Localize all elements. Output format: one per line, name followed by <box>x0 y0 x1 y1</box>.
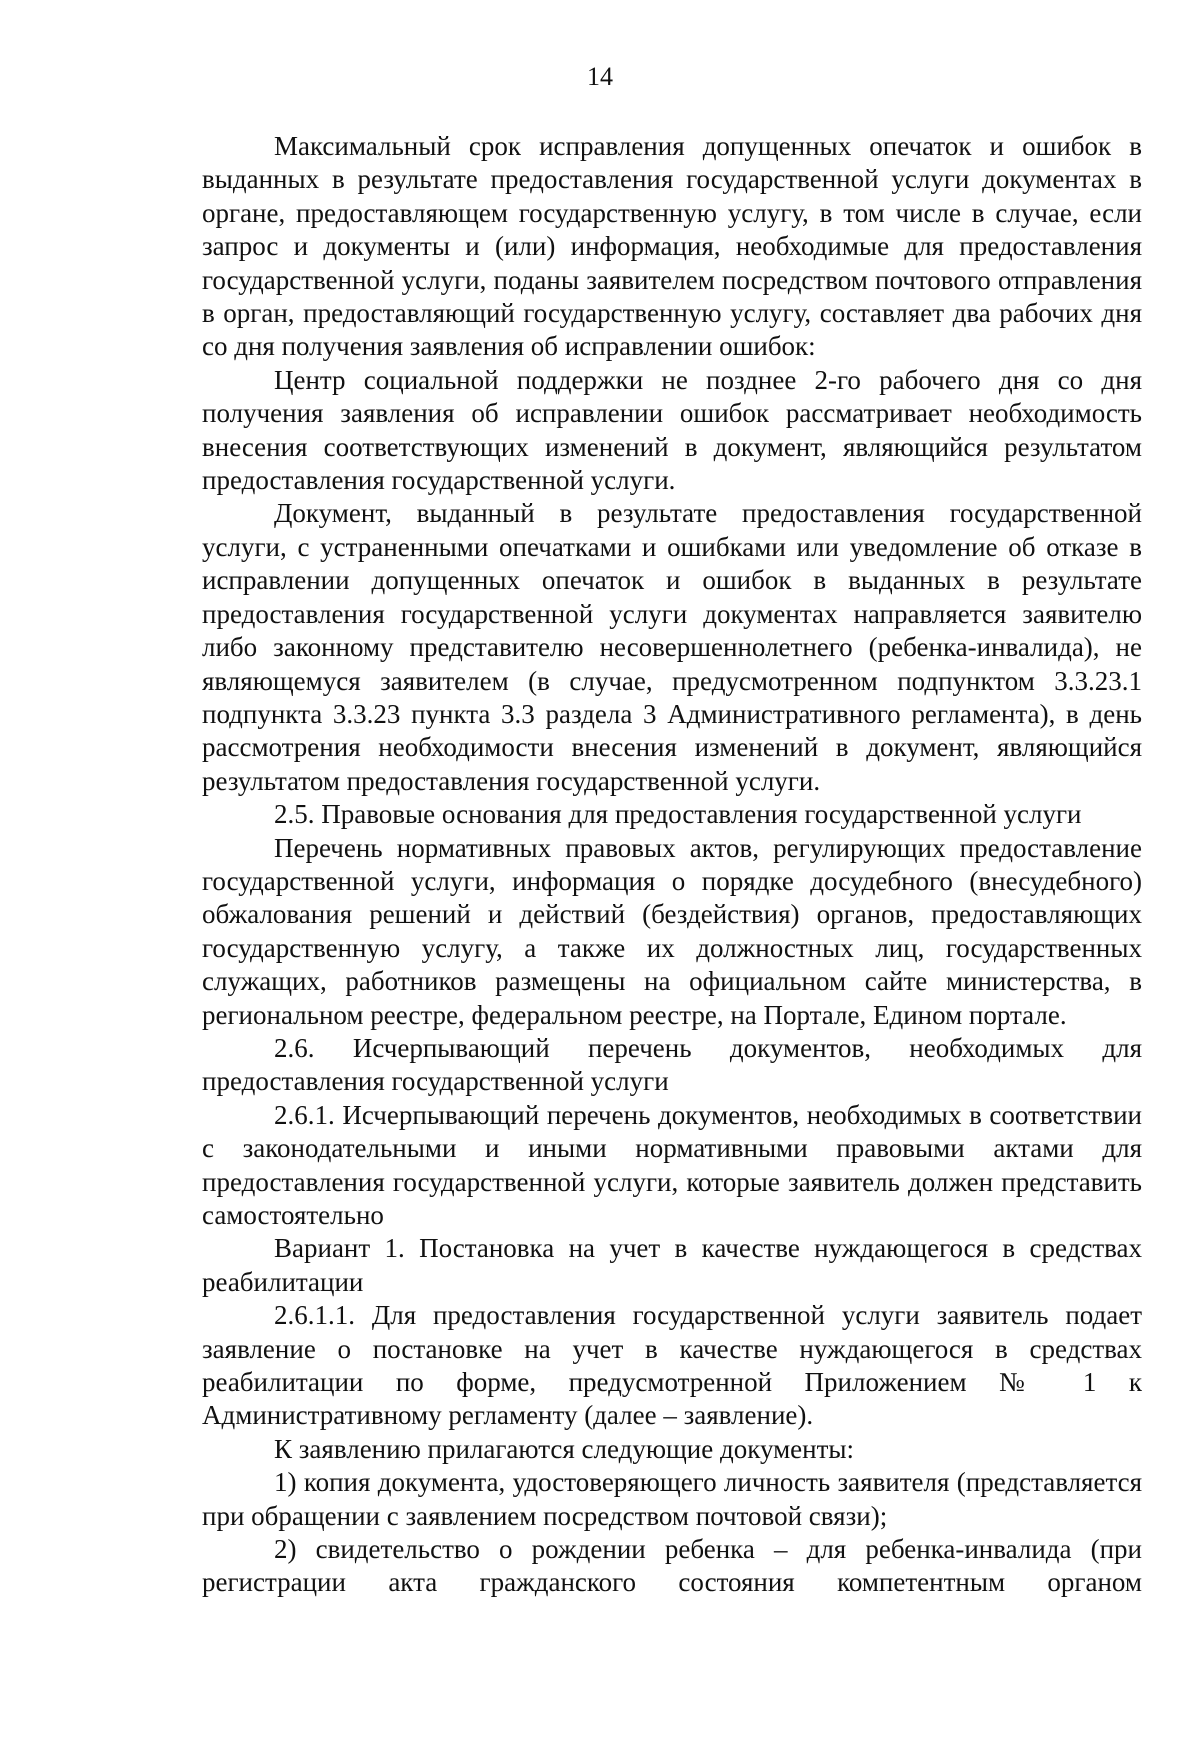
paragraph-corrected-document: Документ, выданный в результате предоставления государственной услуги, с устраненными опечатками и ошибками или уведомление об отказе в исправлении допущенных опечаток и ошибок в выданных в результате предоставления государственной услуги документах направляется заявителю либо законному представителю несовершеннолетнего (ребенка-инвалида), не являющемуся заявителем (в случае, предусмотренном подпунктом 3.3.23.1 подпункта 3.3.23 пункта 3.3 раздела 3 Административного регламента), в день рассмотрения необходимости внесения изменений в документ, являющийся результатом предоставления государственной услуги. <box>202 498 1142 796</box>
paragraph-correction-deadline: Максимальный срок исправления допущенных опечаток и ошибок в выданных в результате предоставления государственной услуги документах в органе, предоставляющем государственную услугу, в том числе в случае, если запрос и документы и (или) информация, необходимые для предоставления государственной услуги, поданы заявителем посредством почтового отправления в орган, предоставляющий государственную услугу, составляет два рабочих дня со дня получения заявления об исправлении ошибок: <box>202 131 1142 362</box>
section-heading-2-5: 2.5. Правовые основания для предоставления государственной услуги <box>274 799 1082 830</box>
document-body <box>202 130 1142 1600</box>
paragraph-2-6-1-1: 2.6.1.1. Для предоставления государственной услуги заявитель подает заявление о постановке на учет в качестве нуждающегося в средствах реабилитации по форме, предусмотренной Приложением № 1 к Административному регламенту (далее – заявление). <box>202 1300 1142 1431</box>
page-number: 14 <box>587 62 613 91</box>
paragraph-legal-acts: Перечень нормативных правовых актов, регулирующих предоставление государственной услуги, информация о порядке досудебного (внесудебного) обжалования решений и действий (бездействия) органов, предоставляющих государственную услугу, а также их должностных лиц, государственных служащих, работников размещены на официальном сайте министерства, в региональном реестре, федеральном реестре, на Портале, Едином портале. <box>202 832 1142 1030</box>
variant-heading: Вариант 1. Постановка на учет в качестве нуждающегося в средствах реабилитации <box>202 1233 1142 1297</box>
list-item-2: 2) свидетельство о рождении ребенка – для ребенка-инвалида (при регистрации акта гражданского состояния компетентным органом <box>202 1534 1142 1598</box>
paragraph-attached-documents: К заявлению прилагаются следующие документы: <box>274 1433 855 1464</box>
paragraph-support-center: Центр социальной поддержки не позднее 2-го рабочего дня со дня получения заявления об исправлении ошибок рассматривает необходимость внесения соответствующих изменений в документ, являющийся результатом предоставления государственной услуги. <box>202 364 1142 496</box>
list-item-1: 1) копия документа, удостоверяющего личность заявителя (представляется при обращении с заявлением посредством почтовой связи); <box>202 1467 1142 1531</box>
section-heading-2-6-1: 2.6.1. Исчерпывающий перечень документов, необходимых в соответствии с законодательными и иными нормативными правовыми актами для предоставления государственной услуги, которые заявитель должен представить самостоятельно <box>202 1099 1142 1230</box>
section-heading-2-6: 2.6. Исчерпывающий перечень документов, необходимых для предоставления государственной услуги <box>202 1032 1142 1097</box>
